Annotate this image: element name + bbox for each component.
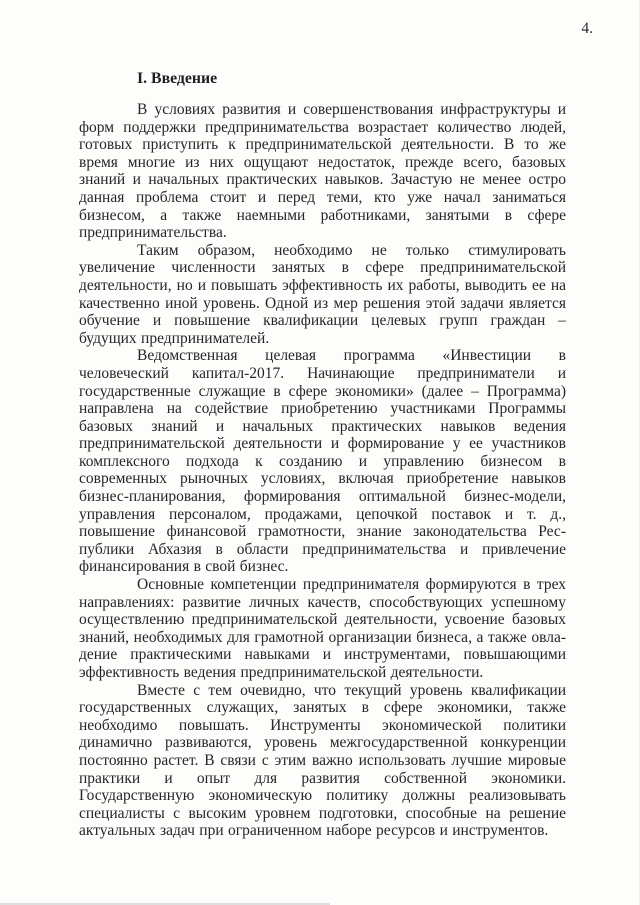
paragraph-4: Основные компетенции предпринимателя формируются в трех направлениях: развитие личных качеств, способствующих успешному осуществлению предпринимательской деятельности, усвоение базовых знаний, необходимых для грамотной организации бизнеса, а также овладение практическими навыками и инструментами, повышающими эффективность ведения предпринимательской деятельности. [79, 576, 566, 681]
paragraph-3: Ведомственная целевая программа «Инвестиции в человеческий капитал-2017. Начинающие предприниматели и государственные служащие в сфере экономики» (далее – Программа) направлена на содействие приобретению участниками Программы базовых знаний и начальных практических навыков ведения предпринимательской деятельности и формирование у ее участников комплексного подхода к созданию и управлению бизнесом в современных рыночных условиях, включая приобретение навыков бизнес-планирования, формирования оптимальной бизнес-модели, управления персоналом, продажами, цепочкой поставок и т. д., повышение финансовой грамотности, знание законодательства Республики Абхазия в области предпринимательства и привлечение финансирования в свой бизнес. [79, 347, 566, 576]
document-content [79, 70, 566, 840]
page-number: 4. [581, 20, 593, 37]
paragraph-1: В условиях развития и совершенствования инфраструктуры и форм поддержки предпринимательства возрастает количество людей, готовых приступить к предпринимательской деятельности. В то же время многие из них ощущают недостаток, прежде всего, базовых знаний и начальных практических навыков. Зачастую не менее остро данная проблема стоит и перед теми, кто уже начал заниматься бизнесом, а также наемными работниками, занятыми в сфере предпринимательства. [79, 101, 566, 242]
section-heading: I. Введение [137, 70, 218, 87]
paragraph-5: Вместе с тем очевидно, что текущий уровень квалификации государственных служащих, занятых в сфере экономики, также необходимо повышать. Инструменты экономической политики динамично развиваются, уровень межгосударственной конкуренции постоянно растет. В связи с этим важно использовать лучшие мировые практики и опыт для развития собственной экономики. Государственную экономическую политику должны реализовывать специалисты с высоким уровнем подготовки, способные на решение актуальных задач при ограниченном наборе ресурсов и инструментов. [79, 681, 566, 840]
paragraph-2: Таким образом, необходимо не только стимулировать увеличение численности занятых в сфере предпринимательской деятельности, но и повышать эффективность их работы, выводить ее на качественно иной уровень. Одной из мер решения этой задачи является обучение и повышение квалификации целевых групп граждан – будущих предпринимателей. [79, 241, 566, 347]
